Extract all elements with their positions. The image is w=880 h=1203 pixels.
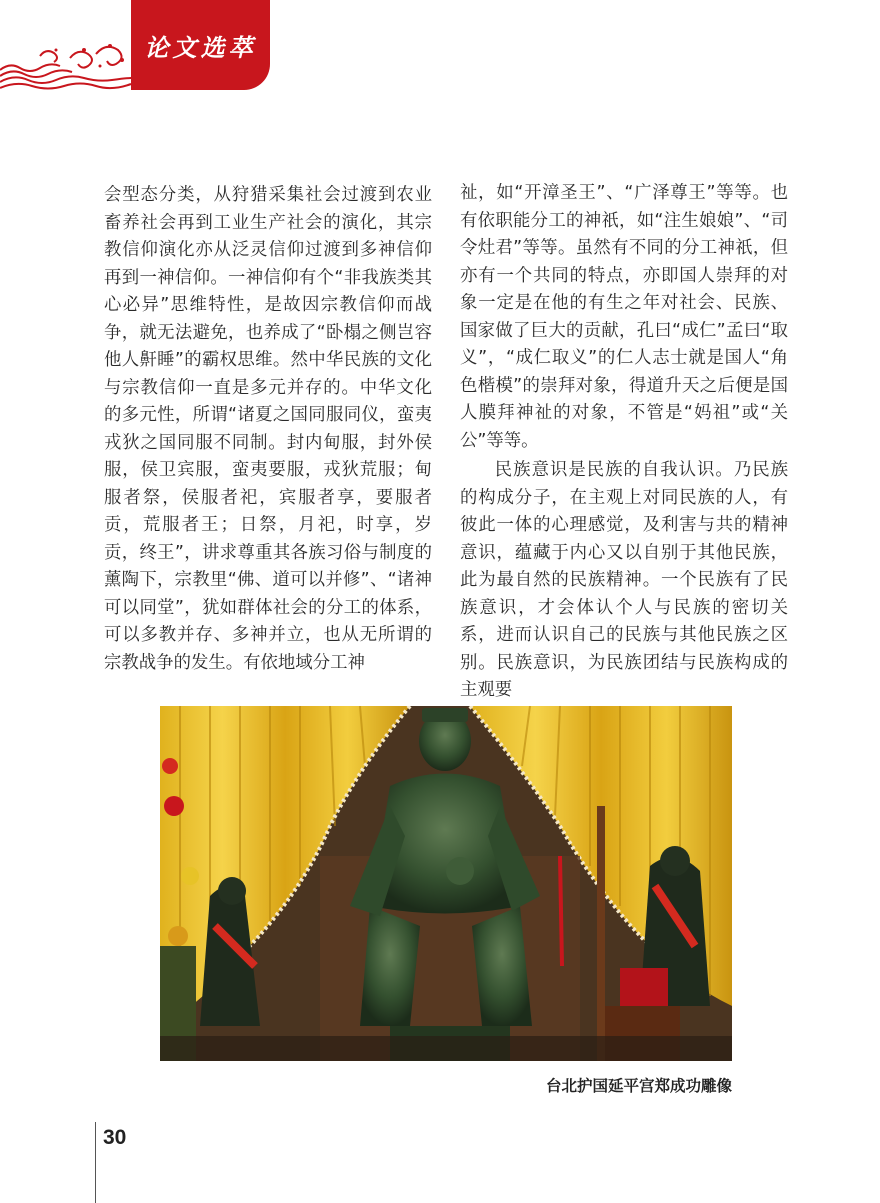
left-paragraph: 会型态分类，从狩猎采集社会过渡到农业畜养社会再到工业生产社会的演化，其宗教信仰演化亦从泛灵信仰过渡到多神信仰再到一神信仰。一神信仰有个“非我族类其心必异”思维特性，是故因宗教信仰而战争，就无法避免，也养成了“卧榻之侧岂容他人鼾睡”的霸权思维。然中华民族的文化与宗教信仰一直是多元并存的。中华文化的多元性，所谓“诸夏之国同服同仪，蛮夷戎狄之国同服不同制。封内甸服，封外侯服，侯卫宾服，蛮夷要服，戎狄荒服；甸服者祭，侯服者祀，宾服者享，要服者贡，荒服者王；日祭，月祀，时享，岁贡，终王”，讲求尊重其各族习俗与制度的薰陶下，宗教里“佛、道可以并修”、“诸神可以同堂”，犹如群体社会的分工的体系，可以多教并存、多神并立，也从无所谓的宗教战争的发生。有依地域分工神	[104, 185, 432, 673]
page-rule-divider	[95, 1122, 96, 1203]
section-header-tab	[131, 0, 270, 90]
wave-decoration	[0, 36, 131, 90]
page-number: 30	[103, 1126, 127, 1149]
right-text-column	[460, 180, 788, 705]
figure-caption: 台北护国延平宫郑成功雕像	[545, 1077, 732, 1095]
statue-photo	[160, 706, 732, 1061]
right-paragraph-1: 祉，如“开漳圣王”、“广泽尊王”等等。也有依职能分工的神祇，如“注生娘娘”、“司令灶君”等等。虽然有不同的分工神祇，但亦有一个共同的特点，亦即国人崇拜的对象一定是在他的有生之年对社会、民族、国家做了巨大的贡献，孔曰“成仁”孟曰“取义”，“成仁取义”的仁人志士就是国人“角色楷模”的崇拜对象，得道升天之后便是国人膜拜神祉的对象，不管是“妈祖”或“关公”等等。	[460, 183, 788, 451]
left-text-column	[104, 182, 432, 677]
right-paragraph-2: 民族意识是民族的自我认识。乃民族的构成分子，在主观上对同民族的人，有彼此一体的心理感觉，及利害与共的精神意识，蕴藏于内心又以自别于其他民族，此为最自然的民族精神。一个民族有了民族意识，才会体认个人与民族的密切关系，进而认识自己的民族与其他民族之区别。民族意识，为民族团结与民族构成的主观要	[460, 460, 788, 700]
section-title: 论文选萃	[144, 32, 257, 62]
